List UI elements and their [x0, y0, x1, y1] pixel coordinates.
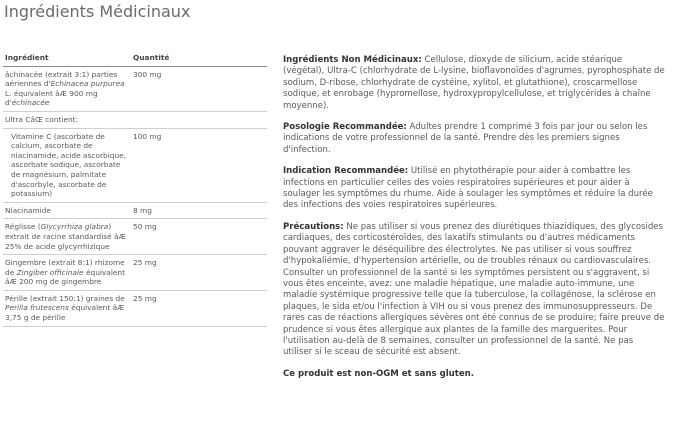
ingredient-latin-name: Zingiber officinale: [16, 267, 84, 277]
quantity-cell: 50 mg: [133, 222, 157, 232]
ingredient-cell: [3, 222, 131, 251]
recommended-dosage: [283, 122, 665, 156]
non-medicinal-ingredients: [283, 55, 665, 112]
ingredient-cell: [3, 258, 131, 287]
table-row: [3, 67, 267, 112]
non-ogm-statement: [283, 369, 665, 380]
table-row: [3, 112, 267, 129]
ingredient-cell: [3, 206, 131, 216]
precautions-text: Ne pas utiliser si vous prenez des diurétiques thiazidiques, des glycosides cardiaques, des corticostéroïdes, des laxatifs stimulants ou d'autres médicaments pouvant aggraver le déséquilibre des électrolytes. Ne pas utiliser si vous souffrez d'hypokaliémie, d'hypertension artérielle, ou de troubles rénaux ou cardiovasculaires. Consulter un professionnel de la santé si les symptômes persistent ou s'aggravent, si vous êtes enceinte, avez: une maladie hépatique, une maladie auto-immune, une maladie systémique progressive telle que la tuberculose, la collagénose, la sclérose en plaques, le sida et/ou l'infection à VIH ou si vous prenez des immunosuppresseurs. De rares cas de réactions allergiques sévères ont été connus de se produire; faire preuve de prudence si vous êtes allergique aux plantes de la famille des marguerites. Pour l'utilisation au-delà de 8 semaines, consulter un professionnel de la santé. Ne pas utiliser si le sceau de sécurité est absent.: [283, 221, 665, 358]
quantity-cell: 25 mg: [133, 293, 157, 303]
ingredient-latin-name: Perilla frutescens: [5, 303, 69, 313]
ingredient-latin-name: Echinacea purpurea: [50, 79, 125, 89]
precautions-label: Précautions:: [283, 221, 344, 232]
ingredient-text: équivalent âÆ 200 mg de gingembre: [5, 267, 126, 287]
table-row: [3, 219, 267, 255]
quantity-cell: 25 mg: [133, 258, 157, 268]
quantity-cell: [131, 115, 261, 125]
table-row: [3, 291, 267, 327]
table-row: [3, 203, 267, 220]
ingredient-text: L. équivalent âÆ 900 mg d': [5, 88, 98, 108]
ingredient-text: Gingembre (extrait 8:1) rhizome de: [5, 258, 125, 277]
ingredient-text: ) extrait de racine standardisé âÆ 25% de acide glycyrrhizique: [5, 222, 126, 251]
ingredient-cell: [3, 132, 131, 199]
ingredient-text: équivalent âÆ 3,75 g de pérille: [5, 303, 125, 323]
ingredient-cell: [3, 70, 131, 108]
product-information: [283, 55, 665, 390]
quantity-cell: 300 mg: [133, 69, 162, 79]
quantity-cell: 100 mg: [133, 131, 162, 141]
ingredient-latin-name: Glycyrrhiza glabra: [40, 222, 109, 232]
ingredient-cell: [3, 294, 131, 323]
ingredient-text: Ultra CâŒ contient:: [5, 114, 79, 124]
non-medicinal-label: Ingrédients Non Médicinaux:: [283, 55, 422, 65]
ingredient-text: âchinacée (extrait 3:1) parties aériennes d': [5, 69, 118, 89]
dosage-text: Adultes prendre 1 comprimé 3 fois par jour ou selon les indications de votre professionnel de la santé. Prendre dès les premiers signes d'infection.: [283, 122, 648, 155]
ingredient-cell: [3, 115, 131, 125]
page-title: Ingrédients Médicinaux: [4, 2, 191, 21]
indication-text: Utilisé en phytothérapie pour aider à combattre les infections en particulier celles des voies respiratoires supérieures et pour aider à soulager les symptômes du rhume. Aide à soulager les symptômes et réduire la durée des infections des voies respiratoires supérieures.: [283, 166, 653, 211]
table-row: [3, 129, 267, 203]
ingredients-table: [3, 52, 267, 327]
table-row: [3, 255, 267, 291]
column-header-ingredient: Ingrédient: [5, 53, 49, 62]
ingredient-text: Pérille (extrait 150:1) graines de: [5, 293, 125, 303]
ingredient-text: Niacinamide: [5, 205, 51, 215]
table-body: [3, 67, 267, 327]
ingredient-text: Réglisse (: [5, 222, 41, 232]
non-ogm-text: Ce produit est non-OGM et sans gluten.: [283, 368, 474, 379]
ingredient-latin-name: échinacée: [11, 98, 50, 108]
indication-label: Indication Recommandée:: [283, 166, 409, 177]
column-header-quantity: Quantité: [133, 53, 170, 62]
ingredient-text: Vitamine C (ascorbate de calcium, ascorbate de niacinamide, acide ascorbique, ascorbate sodique, ascorbate de magnésium, palmitate d'ascorbyle, ascorbate de potassium): [11, 131, 127, 199]
dosage-label: Posologie Recommandée:: [283, 122, 407, 133]
quantity-cell: 8 mg: [133, 205, 152, 215]
precautions: [283, 222, 665, 359]
recommended-indication: [283, 166, 665, 212]
table-header: [3, 52, 267, 67]
non-medicinal-text: Cellulose, dioxyde de silicium, acide stéarique (végétal), Ultra-C (chlorhydrate de L-lysine, bioflavonoïdes d'agrumes, pyrophosphate de sodium, D-ribose, chlorhydrate de cystéine, xylitol, et glutathione), croscarmellose sodique, et enrobage (hypromellose, hydroxypropylcellulose, et triglycérides à chaîne moyenne).: [283, 55, 665, 111]
